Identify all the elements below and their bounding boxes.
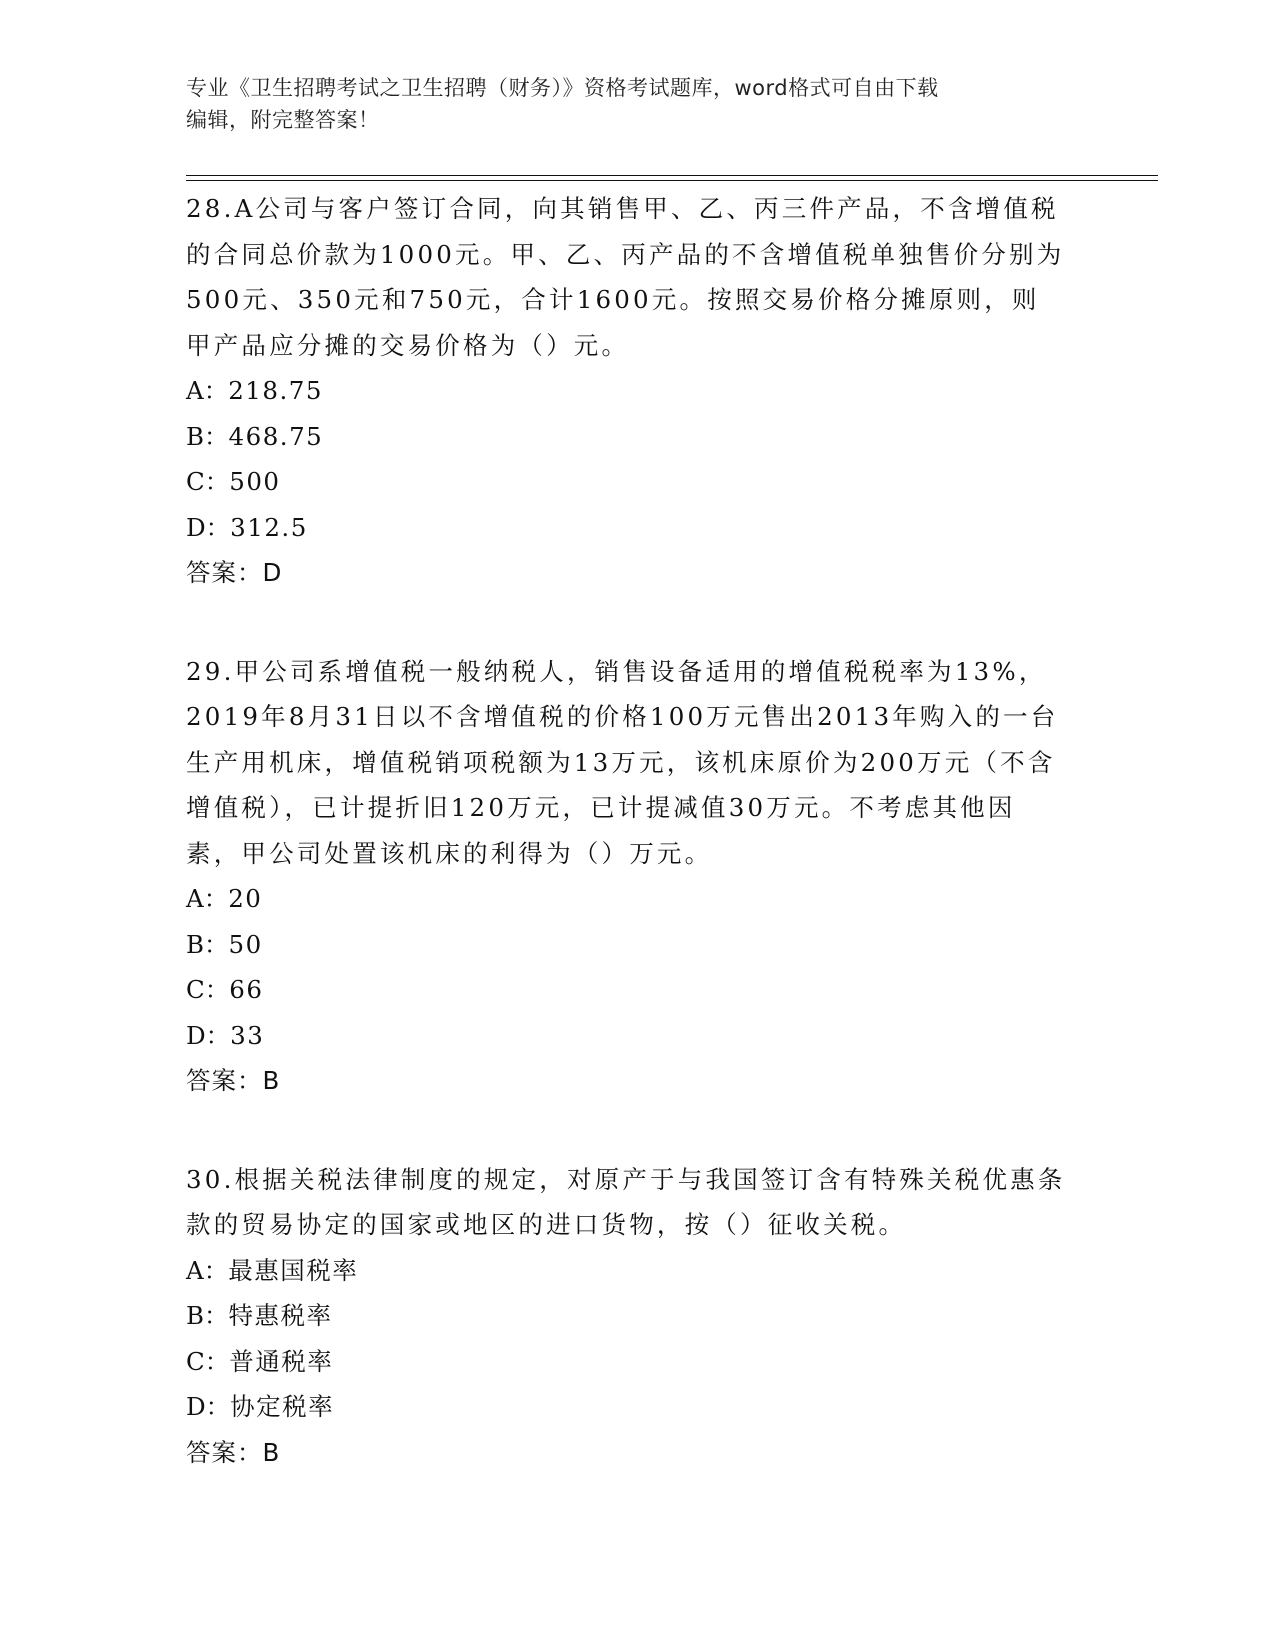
option-text: 50 xyxy=(228,929,263,959)
question-stem: 29.甲公司系增值税一般纳税人，销售设备适用的增值税税率为13%，2019年8月31日以不含增值税的价格100万元售出2013年购入的一台生产用机床，增值税销项税额为13万元，该机床原价为200万元（不含增值税），已计提折旧120万元，已计提减值30万元。不考虑其他因素，甲公司处置该机床的利得为（）万元。 xyxy=(186,656,1059,868)
question-30 xyxy=(186,1157,1066,1476)
question-stem: 30.根据关税法律制度的规定，对原产于与我国签订含有特殊关税优惠条款的贸易协定的国家或地区的进口货物，按（）征收关税。 xyxy=(186,1164,1066,1239)
option-text: 33 xyxy=(230,1020,265,1050)
option-text: 最惠国税率 xyxy=(228,1255,359,1285)
option-text: 468.75 xyxy=(228,421,324,451)
question-28 xyxy=(186,186,1066,596)
option-b xyxy=(186,922,1066,968)
option-d xyxy=(186,1384,1066,1430)
answer-line: 答案：D xyxy=(186,558,283,587)
option-text: 普通税率 xyxy=(229,1346,334,1376)
option-letter: D： xyxy=(186,1020,231,1050)
option-letter: A： xyxy=(186,1255,229,1285)
header-title-line-1: 专业《卫生招聘考试之卫生招聘（财务）》资格考试题库，word格式可自由下载 xyxy=(186,76,939,100)
answer-line: 答案：B xyxy=(186,1437,281,1467)
question-29 xyxy=(186,649,1066,1104)
option-b xyxy=(186,1293,1066,1339)
option-letter: C： xyxy=(186,467,230,496)
answer-line: 答案：B xyxy=(186,1066,281,1095)
option-b xyxy=(186,414,1066,460)
header-title-line-2: 编辑，附完整答案！ xyxy=(186,108,380,132)
header-divider-bottom xyxy=(186,180,1158,181)
option-letter: C： xyxy=(186,1346,230,1376)
option-c xyxy=(186,459,1066,505)
option-d xyxy=(186,1013,1066,1059)
option-letter: A： xyxy=(186,884,229,913)
option-text: 20 xyxy=(228,884,263,913)
option-text: 特惠税率 xyxy=(228,1301,333,1330)
option-d xyxy=(186,505,1066,551)
option-letter: A： xyxy=(186,376,229,405)
option-letter: D： xyxy=(186,512,231,542)
option-c xyxy=(186,967,1066,1013)
option-a xyxy=(186,1248,1066,1294)
option-text: 66 xyxy=(229,975,264,1004)
document-header xyxy=(186,72,1086,136)
option-letter: B： xyxy=(186,1301,229,1330)
option-c xyxy=(186,1339,1066,1385)
option-letter: D： xyxy=(186,1392,231,1421)
option-a xyxy=(186,876,1066,922)
option-a xyxy=(186,368,1066,414)
option-letter: C： xyxy=(186,975,230,1004)
question-stem: 28.A公司与客户签订合同，向其销售甲、乙、丙三件产品，不含增值税的合同总价款为1000元。甲、乙、丙产品的不含增值税单独售价分别为500元、350元和750元，合计1600元。按照交易价格分摊原则，则甲产品应分摊的交易价格为（）元。 xyxy=(186,194,1065,360)
question-list xyxy=(186,186,1066,1528)
option-text: 312.5 xyxy=(230,512,308,542)
header-divider-top xyxy=(186,175,1158,176)
option-letter: B： xyxy=(186,421,229,451)
option-text: 500 xyxy=(229,467,281,496)
option-text: 218.75 xyxy=(228,376,323,405)
option-text: 协定税率 xyxy=(230,1392,335,1421)
option-letter: B： xyxy=(186,929,229,959)
